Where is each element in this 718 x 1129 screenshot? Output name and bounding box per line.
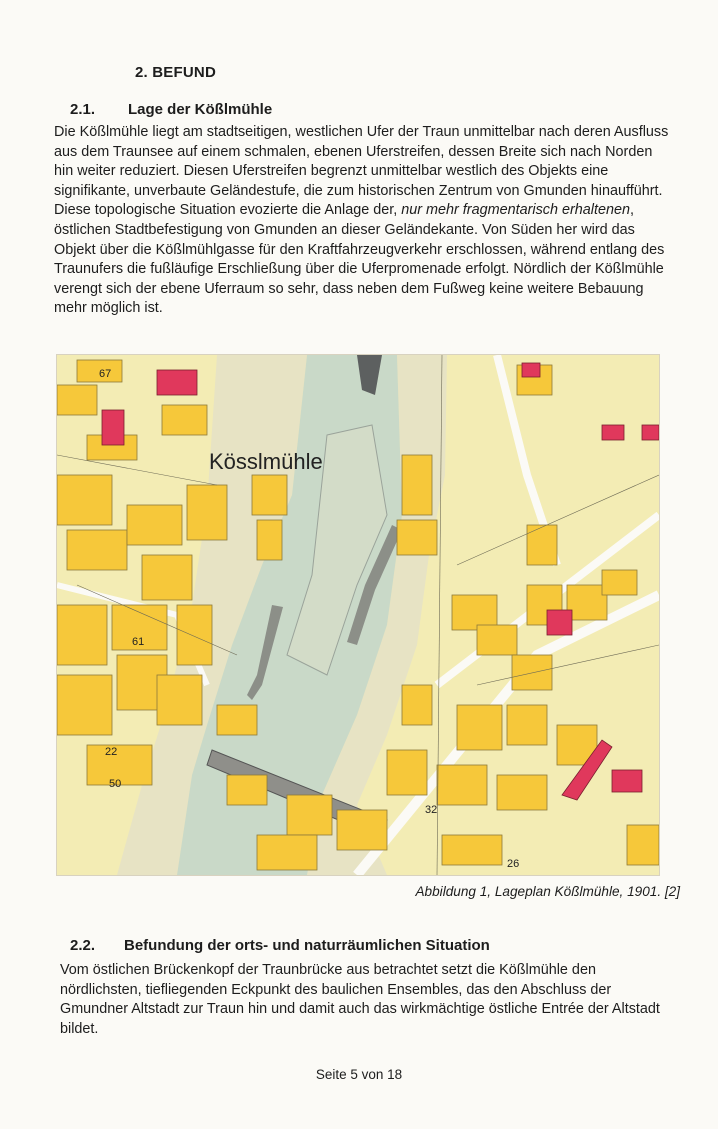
section-title: Lage der Kößlmühle [128,101,273,118]
map-label-koesslmuehle: Kösslmühle [209,449,323,474]
map-number: 61 [132,636,145,648]
paragraph-emphasis: nur mehr fragmentarisch erhaltenen [401,202,630,219]
paragraph-text: Die Kößlmühle liegt am stadtseitigen, westlichen Ufer der Traun unmittelbar nach deren Ausfluss aus dem Traunsee auf einem schmalen, ebenen Uferstreifen, dessen Breite sich nach Norden hin weiter reduziert. Diesen Uferstreifen begrenzt unmittelbar westlich des Objekts eine signifikante, unverbaute Geländestufe, die zum historischen Zentrum von Gmunden hinaufführt. Diese topologische Situation evozierte die Anlage der, [54,124,669,219]
figure-caption: Abbildung 1, Lageplan Kößlmühle, 1901. [2] [415,884,680,899]
map-number: 67 [99,368,112,380]
map-number: 32 [425,804,438,816]
site-plan-map [56,354,660,876]
section-title: Befundung der orts- und naturräumlichen Situation [124,937,490,954]
page-number: Seite 5 von 18 [315,1067,403,1082]
paragraph-text-cont: , östlichen Stadtbefestigung von Gmunden an dieser Geländekante. Von Süden her wird das Objekt über die Kößlmühlgasse für den Kraftfahrzeugverkehr erschlossen, während entlang des Traunufers die fußläufige Erschließung über die Uferpromenade erfolgt. Nördlich der Kößlmühle verengt sich der ebene Uferraum so sehr, dass neben dem Fußweg keine weitere Bebauung mehr möglich ist. [54,202,665,317]
section-number: 2.2. [70,937,96,954]
map-number: 50 [109,778,122,790]
section-number: 2.1. [70,101,96,118]
map-drawing [57,355,659,875]
map-number: 26 [507,858,520,870]
paragraph-befundung: Vom östlichen Brückenkopf der Traunbrücke aus betrachtet setzt die Kößlmühle den nördlichsten, tiefliegenden Eckpunkt des baulichen Ensembles, das den Abschluss der Gmundner Altstadt zur Traun hin und damit auch das wirkmächtige östliche Entrée der Altstadt bildet. [60,962,660,1037]
section-heading-befundung [70,937,490,954]
map-number: 22 [105,746,118,758]
section-heading-lage [70,101,272,118]
chapter-heading: 2. BEFUND [135,64,216,81]
paragraph-lage [54,123,674,319]
